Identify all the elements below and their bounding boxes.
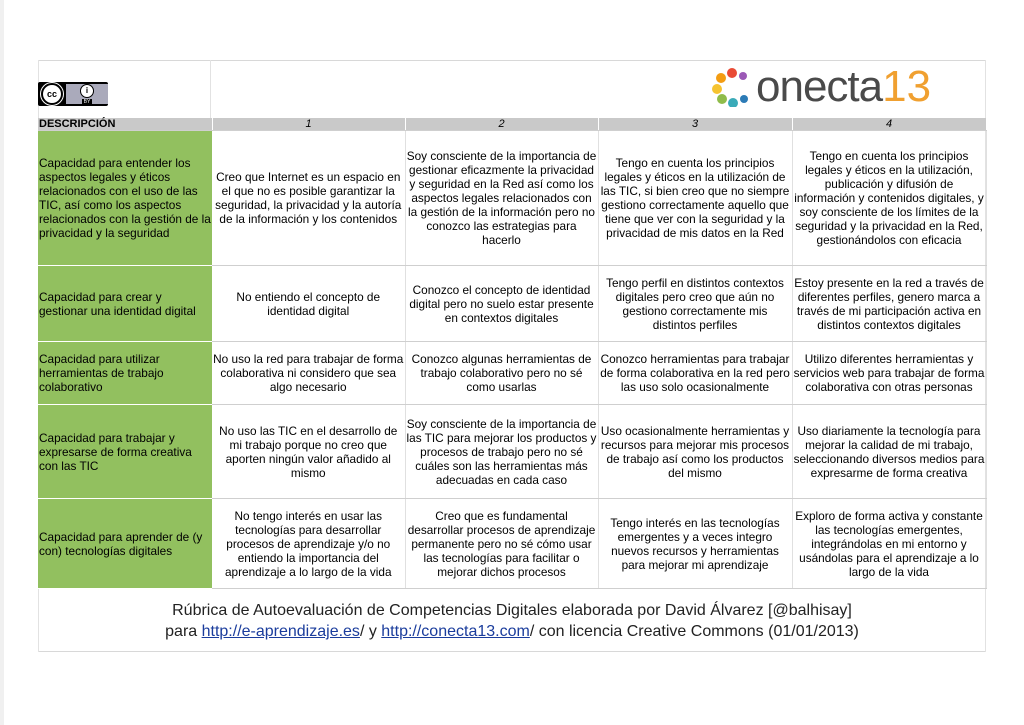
table-cell: Conozco algunas herramientas de trabajo colaborativo pero no sé como usarlas xyxy=(405,342,598,405)
credits-line-2 xyxy=(38,621,986,642)
table-cell: Estoy presente en la red a través de diferentes perfiles, genero marca a través de mi participación activa en distintos contextos digitales xyxy=(792,266,986,342)
table-cell: Exploro de forma activa y constante las tecnologías emergentes, integrándolas en mi entorno y usándolas para el aprendizaje a lo largo de la vida xyxy=(792,499,986,589)
logo-word: onecta xyxy=(756,62,883,111)
e-aprendizaje-link[interactable]: http://e-aprendizaje.es xyxy=(201,623,360,640)
cc-by-license-badge[interactable] xyxy=(38,82,108,106)
grid-line xyxy=(38,60,986,61)
table-row xyxy=(38,266,986,342)
table-cell: Utilizo diferentes herramientas y servicios web para trabajar de forma colaborativa con otras personas xyxy=(792,342,986,405)
header-level-2: 2 xyxy=(405,118,598,131)
table-cell: Soy consciente de la importancia de gestionar eficazmente la privacidad y seguridad en la Red así como los aspectos legales relacionados con la gestión de la información pero no conozco las estrategias para hacerlo xyxy=(405,131,598,266)
table-cell: No uso las TIC en el desarrollo de mi trabajo porque no creo que aporten ningún valor añadido al mismo xyxy=(212,405,405,499)
conecta13-link[interactable]: http://conecta13.com xyxy=(381,623,530,640)
table-cell: Conozco herramientas para trabajar de forma colaborativa en la red pero las uso solo ocasionalmente xyxy=(598,342,792,405)
table-cell: No uso la red para trabajar de forma colaborativa ni considero que sea algo necesario xyxy=(212,342,405,405)
table-row xyxy=(38,131,986,266)
table-row xyxy=(38,405,986,499)
credits-mid: / y xyxy=(359,623,382,640)
table-cell: Creo que es fundamental desarrollar procesos de aprendizaje permanente pero no sé cómo usar las tecnologías para facilitar o mejorar dichos procesos xyxy=(405,499,598,589)
logo-number: 13 xyxy=(882,62,932,111)
credits-prefix: para xyxy=(165,623,202,640)
table-cell: Creo que Internet es un espacio en el que no es posible garantizar la seguridad, la privacidad y la autoría de la información y los contenidos xyxy=(212,131,405,266)
credits-suffix: / con licencia Creative Commons (01/01/2013) xyxy=(529,623,859,640)
row-description: Capacidad para trabajar y expresarse de forma creativa con las TIC xyxy=(38,405,212,499)
table-cell: No entiendo el concepto de identidad digital xyxy=(212,266,405,342)
grid-line xyxy=(38,651,986,652)
row-description: Capacidad para utilizar herramientas de trabajo colaborativo xyxy=(38,342,212,405)
table-cell: Uso diariamente la tecnología para mejorar la calidad de mi trabajo, seleccionando diversos medios para expresarme de forma creativa xyxy=(792,405,986,499)
credits-footer xyxy=(38,600,986,642)
table-cell: Tengo interés en las tecnologías emergentes y a veces integro nuevos recursos y herramientas para mejorar mi aprendizaje xyxy=(598,499,792,589)
header-description: DESCRIPCIÓN xyxy=(38,118,212,131)
table-cell: Conozco el concepto de identidad digital pero no suelo estar presente en contextos digitales xyxy=(405,266,598,342)
cc-icon: cc xyxy=(41,83,63,105)
header-level-1: 1 xyxy=(212,118,405,131)
by-label: BY xyxy=(83,98,91,105)
table-cell: No tengo interés en usar las tecnologías para desarrollar procesos de aprendizaje y/o no entiendo la importancia del aprendizaje a lo largo de la vida xyxy=(212,499,405,589)
table-cell: Tengo en cuenta los principios legales y éticos en la utilización, publicación y difusión de información y contenidos digitales, y soy consciente de los límites de la seguridad y la privacidad en la Red, gestionándolos con eficacia xyxy=(792,131,986,266)
credits-line-1: Rúbrica de Autoevaluación de Competencias Digitales elaborada por David Álvarez [@balhisay] xyxy=(172,602,852,619)
page-edge xyxy=(0,0,4,725)
table-row xyxy=(38,499,986,589)
header-level-4: 4 xyxy=(792,118,986,131)
person-icon: i xyxy=(80,84,94,98)
row-description: Capacidad para crear y gestionar una identidad digital xyxy=(38,266,212,342)
grid-line xyxy=(210,60,211,118)
rubric-table xyxy=(38,118,987,589)
conecta13-logo[interactable] xyxy=(712,62,931,112)
conecta-c-mark-icon xyxy=(712,67,752,107)
row-description: Capacidad para entender los aspectos legales y éticos relacionados con el uso de las TIC, así como los aspectos relacionados con la gestión de la privacidad y la seguridad xyxy=(38,131,212,266)
table-cell: Uso ocasionalmente herramientas y recursos para mejorar mis procesos de trabajo así como los productos del mismo xyxy=(598,405,792,499)
by-attribution-icon xyxy=(66,84,108,104)
table-cell: Soy consciente de la importancia de las TIC para mejorar los productos y procesos de trabajo pero no sé cuáles son las herramientas más adecuadas en cada caso xyxy=(405,405,598,499)
table-row xyxy=(38,342,986,405)
table-cell: Tengo perfil en distintos contextos digitales pero creo que aún no gestiono correctamente mis distintos perfiles xyxy=(598,266,792,342)
table-header-row xyxy=(38,118,986,131)
header-level-3: 3 xyxy=(598,118,792,131)
row-description: Capacidad para aprender de (y con) tecnologías digitales xyxy=(38,499,212,589)
table-cell: Tengo en cuenta los principios legales y éticos en la utilización de las TIC, si bien creo que no siempre gestiono correctamente aquello que tiene que ver con la seguridad y la privacidad de mis datos en la Red xyxy=(598,131,792,266)
